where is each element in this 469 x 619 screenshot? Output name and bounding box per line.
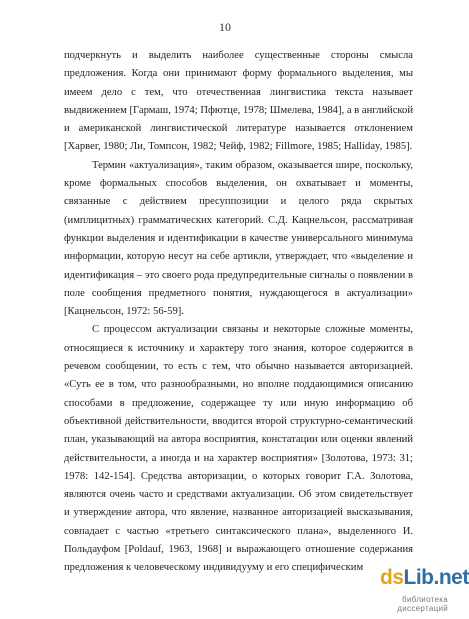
- paragraph-2: Термин «актуализация», таким образом, оказывается шире, поскольку, кроме формальных способов выделения, он охватывает и моменты, связанные с действием пресуппозиции и целого ряда скрытых (имплицитных) грамматических категорий. С.Д. Кацнельсон, рассматривая функции выделения и идентификации в качестве универсального минимума информации, которую несут на себе артикли, утверждает, что «выделение и идентификация – это своего рода предупредительные сигналы о появлении в поле сообщения предметного понятия, нуждающегося в актуализации» [Кацнельсон, 1972: 56-59].: [64, 159, 413, 318]
- dslib-logo: [380, 566, 469, 590]
- logo-part-ds: ds: [380, 566, 404, 589]
- dslib-watermark[interactable]: [362, 566, 469, 614]
- paragraph-3: С процессом актуализации связаны и некоторые сложные моменты, относящиеся к источнику и характеру того знания, которое содержится в речевом сообщении, то есть с тем, что обычно называется авторизацией. «Суть ее в том, что разнообразными, но вполне поддающимися описанию способами в предложение, содержащее ту или иную информацию об объективной действительности, вводится второй структурно-семантический план, указывающий на автора восприятия, констатации или оценки явлений действительности, а иногда и на характер восприятия» [Золотова, 1973: 31; 1978: 142-154]. Средства авторизации, о которых говорит Г.А. Золотова, являются очень часто и средствами актуализации. Об этом свидетельствует и утверждение автора, что явление, названное авторизацией высказывания, совпадает с частью «третьего синтаксического плана», выделенного И. Польдауфом [Poldauf, 1963, 1968] и выражающего отношение содержания предложения к человеческому индивидууму и его специфическим: [64, 324, 413, 574]
- page-number: 10: [219, 20, 231, 34]
- paragraph-1: подчеркнуть и выделить наиболее существенные стороны смысла предложения. Когда они принимают форму формального выделения, мы имеем дело с тем, что отечественная лингвистика текста называет выдвижением [Гармаш, 1974; Пфютце, 1978; Шмелева, 1984], а в английской и американской лингвистической литературе называется отклонением [Харвег, 1980; Ли, Томпсон, 1982; Чейф, 1982; Fillmore, 1985; Halliday, 1985].: [64, 50, 413, 153]
- logo-part-lib: Lib.net: [403, 566, 469, 589]
- document-body: [64, 47, 413, 578]
- watermark-subtitle: библиотека диссертаций: [397, 595, 448, 613]
